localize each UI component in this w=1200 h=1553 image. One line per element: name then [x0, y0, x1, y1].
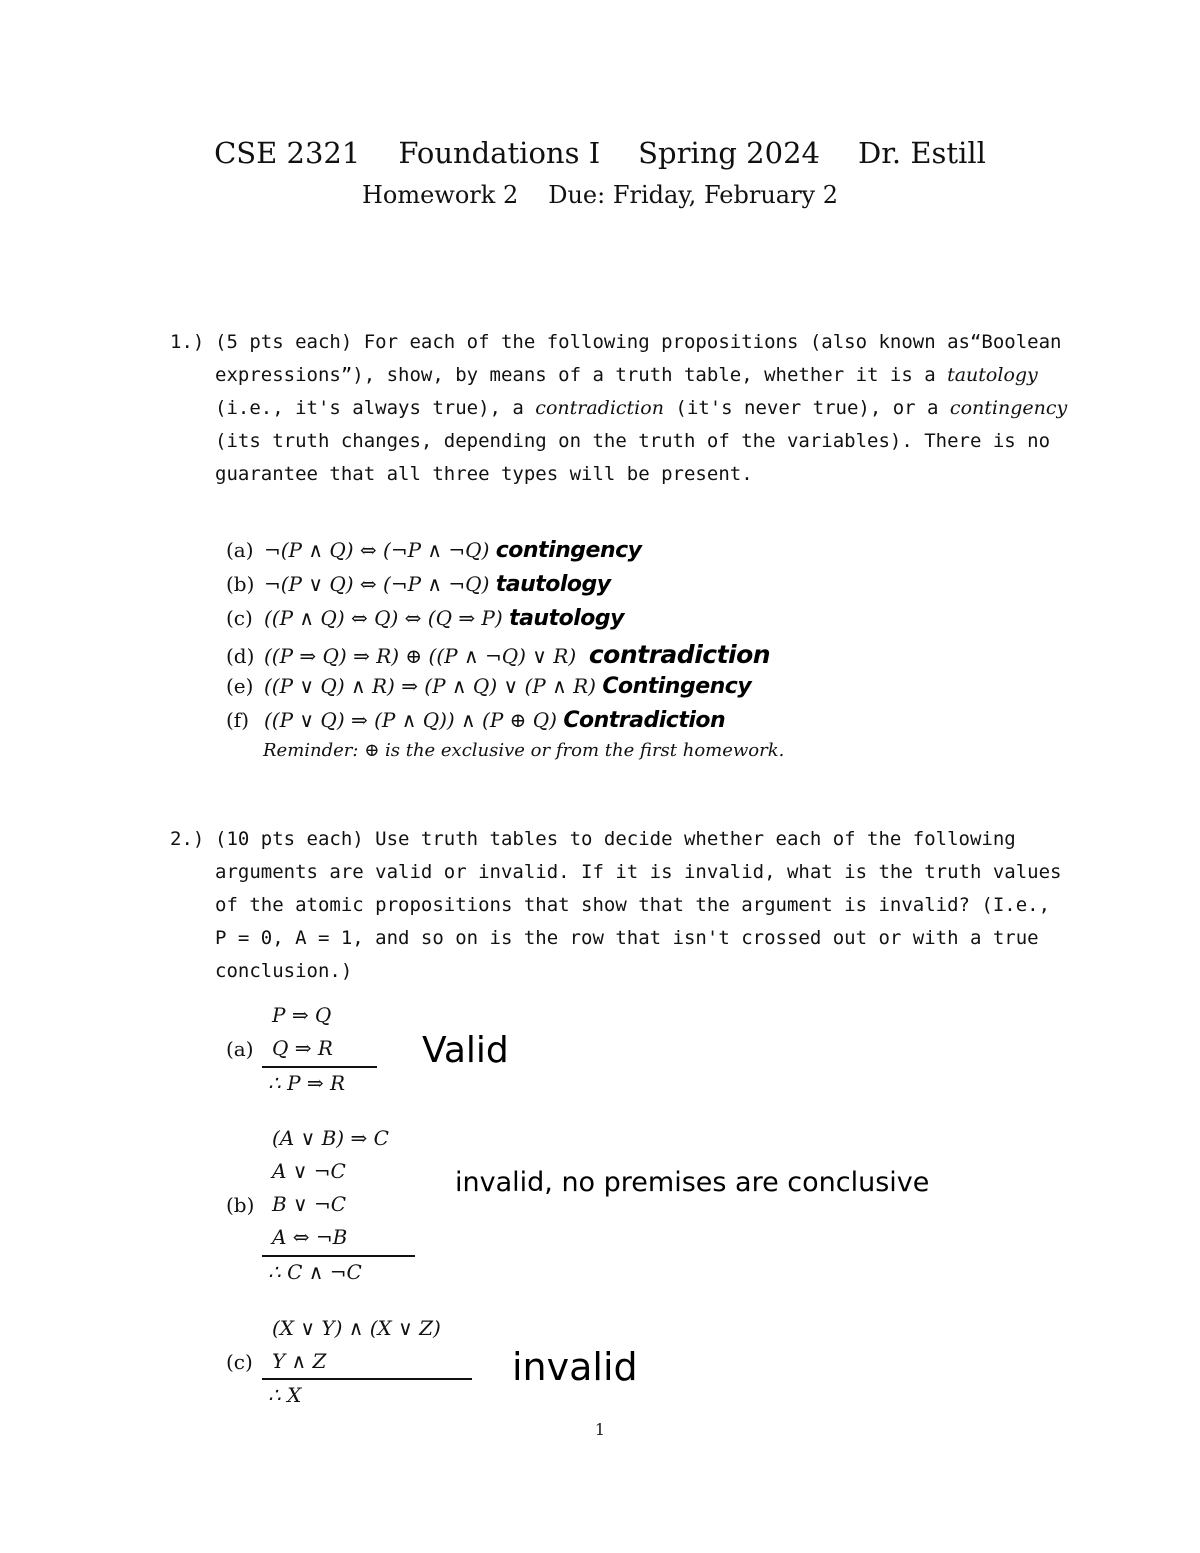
- proposition-a: [226, 538, 641, 572]
- course-term: Spring 2024: [638, 136, 820, 170]
- text-part: (i.e., it's always true), a: [215, 397, 536, 419]
- premise: Q ⇒ R: [272, 1036, 333, 1060]
- premise: (X ∨ Y) ∧ (X ∨ Z): [272, 1316, 441, 1340]
- item-label: (d): [226, 644, 255, 668]
- handwritten-answer: tautology: [495, 572, 611, 597]
- handwritten-answer: Valid: [422, 1030, 509, 1071]
- problem-2: [170, 823, 1070, 988]
- text-part: (its truth changes, depending on the truth of the variables). There is no guarantee that all three types will be present.: [215, 430, 1051, 485]
- proposition-expression: ((P ⇒ Q) ⇒ R) ⊕ ((P ∧ ¬Q) ∨ R): [264, 644, 577, 668]
- proposition-expression: ¬(P ∧ Q) ⇔ (¬P ∧ ¬Q): [264, 538, 490, 562]
- premise: B ∨ ¬C: [272, 1192, 347, 1216]
- course-header: [0, 136, 1200, 170]
- handwritten-answer: contingency: [495, 538, 642, 563]
- premise: A ⇔ ¬B: [272, 1225, 348, 1249]
- proposition-f: [226, 708, 725, 742]
- handwritten-answer: tautology: [509, 606, 624, 631]
- term-tautology: tautology: [947, 364, 1038, 386]
- course-code: CSE 2321: [214, 136, 361, 170]
- conclusion-rule: [262, 1066, 377, 1068]
- text-part: (it's never true), or a: [663, 397, 950, 419]
- course-name: Foundations I: [398, 136, 601, 170]
- handwritten-answer: Contingency: [602, 674, 752, 699]
- reminder-note: Reminder: ⊕ is the exclusive or from the first homework.: [263, 740, 785, 761]
- item-label: (e): [226, 674, 254, 698]
- argument-label: (b): [226, 1193, 255, 1217]
- item-label: (b): [226, 572, 255, 596]
- homework-number: Homework 2: [361, 181, 519, 209]
- term-contradiction: contradiction: [535, 397, 664, 419]
- argument-label: (a): [226, 1037, 254, 1061]
- problem-1: [170, 326, 1070, 491]
- proposition-expression: ((P ∨ Q) ∧ R) ⇒ (P ∧ Q) ∨ (P ∧ R): [264, 674, 596, 698]
- conclusion-rule: [262, 1255, 415, 1257]
- term-contingency: contingency: [949, 397, 1068, 419]
- argument-label: (c): [226, 1350, 253, 1374]
- item-label: (a): [226, 538, 254, 562]
- premise: P ⇒ Q: [272, 1003, 332, 1027]
- handwritten-answer: contradiction: [588, 640, 771, 669]
- problem-2-number: 2.): [170, 828, 205, 850]
- proposition-e: [226, 674, 751, 708]
- proposition-c: [226, 606, 624, 640]
- due-date: Due: Friday, February 2: [548, 181, 839, 209]
- premise: (A ∨ B) ⇒ C: [272, 1126, 389, 1150]
- text-part: (5 pts each) For each of the following propositions (also known as“Boolean expressions”), show, by means of a truth table, whether it is a: [215, 331, 1062, 386]
- premise: A ∨ ¬C: [272, 1159, 346, 1183]
- item-label: (c): [226, 606, 253, 630]
- proposition-expression: ((P ∧ Q) ⇔ Q) ⇔ (Q ⇒ P): [264, 606, 503, 630]
- homework-subtitle: [0, 181, 1200, 209]
- conclusion: ∴ P ⇒ R: [268, 1071, 346, 1095]
- proposition-expression: ((P ∨ Q) ⇒ (P ∧ Q)) ∧ (P ⊕ Q): [264, 708, 557, 732]
- proposition-b: [226, 572, 611, 606]
- proposition-expression: ¬(P ∨ Q) ⇔ (¬P ∧ ¬Q): [264, 572, 490, 596]
- problem-1-number: 1.): [170, 331, 205, 353]
- conclusion: ∴ C ∧ ¬C: [268, 1260, 362, 1284]
- handwritten-answer: invalid: [512, 1345, 638, 1389]
- proposition-d: [226, 640, 770, 674]
- handwritten-answer: Contradiction: [563, 708, 726, 733]
- premise: Y ∧ Z: [272, 1349, 327, 1373]
- item-label: (f): [226, 708, 250, 732]
- handwritten-answer: invalid, no premises are conclusive: [455, 1167, 930, 1198]
- instructor: Dr. Estill: [858, 136, 986, 170]
- conclusion-rule: [262, 1378, 472, 1380]
- problem-1-text: [215, 326, 1070, 491]
- problem-2-text: (10 pts each) Use truth tables to decide whether each of the following arguments are valid or invalid. If it is invalid, what is the truth values of the atomic propositions that show that the argument is invalid? (I.e., P = 0, A = 1, and so on is the row that isn't crossed out or with a true conclusion.): [215, 828, 1062, 982]
- page-number: 1: [594, 1420, 606, 1439]
- conclusion: ∴ X: [268, 1383, 302, 1407]
